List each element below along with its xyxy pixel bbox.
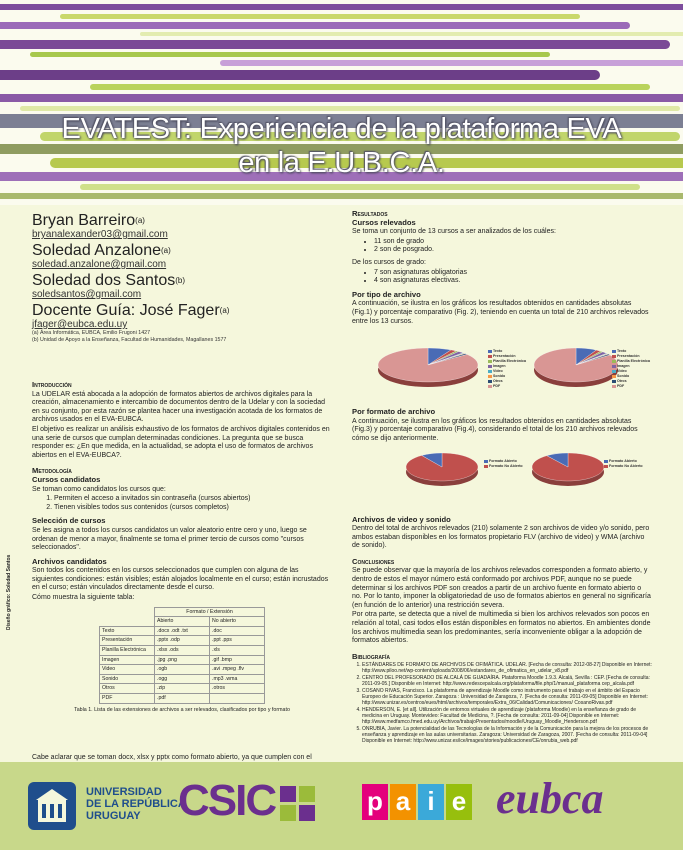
paragraph: Dentro del total de archivos relevados (210) solamente 2 son archivos de video y/o sonido, pero ambos estaban disponibles en los formatos propietario FLV (archivo de video) y WMA (archivo de sonido).: [352, 525, 650, 550]
author-email[interactable]: jfager@eubca.edu.uy: [32, 319, 128, 330]
affiliation: (b) Unidad de Apoyo a la Enseñanza, Facultad de Humanidades, Magallanes 1577: [32, 336, 227, 343]
section-heading: Metodología: [32, 466, 72, 476]
section-heading: Bibliografía: [352, 651, 390, 661]
table-row: Planilla Electrónica .xlsx .ods .xls: [100, 646, 265, 656]
bib-item: 4. HENDERSON, E. [et all]. Utilización de entornos virtuales de aprendizaje (plataforma Moodle) en la enseñanza de grado de medicina en Uruguay. Montevideo: Facultad de Medicina, ?. [Fecha de consulta: 2011-09-04] Disponible en Internet: http://www.medfamco.fmed.edu.uy/Archivos/trabajoPresentados/moodle/Uruguay_Moodle_Henderson.pdf: [362, 707, 652, 725]
title-line-2: en la E.U.B.C.A.: [238, 147, 445, 179]
paragraph: El objetivo es realizar un análisis exhaustivo de los formatos de archivos digitales contenidos en una serie de cursos que cumplan determinadas condiciones. La pregunta que se busca responder es: ¿En que medida, en la actualidad, se adopta el uso de formatos de archivos abiertos en el EVA-EUBCA?.: [32, 425, 330, 459]
table-row: Sonido .ogg .mp3 .wma: [100, 674, 265, 684]
subheading: Por tipo de archivo: [352, 289, 421, 299]
chart-legend: Texto Presentación Planilla Electrónica Imagen Video Sonido Otros PDF: [612, 349, 650, 389]
paragraph: Se toma un conjunto de 13 cursos a ser analizados de los cuáles:: [352, 228, 556, 236]
author-name: Bryan Barreiro$^{(a)}$: [32, 212, 145, 229]
pie-chart-fig4: [528, 448, 612, 492]
paragraph: Cómo muestra la siguiente tabla:: [32, 594, 135, 602]
paie-logo: p a i e: [362, 784, 472, 820]
design-credit: Diseño gráfico: Soledad Santos: [6, 554, 12, 630]
table-row: Texto .docx .odt .txt .doc: [100, 626, 265, 636]
pie-chart-fig1: [372, 345, 500, 393]
paragraph: A continuación, se ilustra en los gráficos los resultados obtenidos en cantidades absolutas (Fig.3) y porcentaje comparativo (Fig.4), considerando el total de los 210 archivos relevados cómo se dijo anteriormente.: [352, 417, 638, 442]
author-email[interactable]: soledad.anzalone@gmail.com: [32, 259, 167, 270]
paragraph: De los cursos de grado:: [352, 258, 426, 266]
paragraph: La UDELAR está abocada a la adopción de formatos abiertos de archivos digitales para la creación, almacenamiento e intercambio de documentos dentro de la Udelar y con la sociedad en su conjunto, por esta razón se plantea hacer una investigación acotada de los formatos de archivos usados en el EVA-EUBCA.: [32, 390, 326, 424]
table-caption: Tabla 1. Lista de las extensiones de archivos a ser relevados, clasificados por tipo y formato: [74, 706, 290, 713]
affiliation: (a) Área Informática, EUBCA, Emilio Frugoni 1427: [32, 330, 151, 336]
table-row: Imagen .jpg .png .gif .bmp: [100, 655, 265, 665]
csic-logo: CSIC: [178, 776, 276, 825]
author-name: Soledad dos Santos$^{(b)}$: [32, 272, 185, 289]
subheading: Selección de cursos: [32, 516, 106, 526]
pie-chart-fig3: [402, 448, 486, 492]
bib-item: 1. ESTÁNDARES DE FORMATO DE ARCHIVOS DE OFIMÁTICA. UDELAR. [Fecha de consulta: 2012-08-27] Disponible en Internet: http://www.piloo.net/wp-content/uploads/2008/06/estandares_de_ofimatica_en_udelar_v8.pdf: [362, 662, 652, 674]
poster-title: [0, 112, 683, 180]
paragraph: Se les asigna a todos los cursos candidatos un valor aleatorio entre cero y uno, luego se ordenan de menor a mayor, finalmente se toma el primer tercio de cursos como "cursos seleccionados".: [32, 526, 307, 552]
paragraph: Por otra parte, se detecta que a nivel de multimedia si bien los archivos relevados son pocos en relación al total, casi todos ellos están disponibles en formatos no abiertos. En ambientes donde los archivos multimedia sean los predominantes, sería inconveniente obligar a la adopción de formatos abiertos.: [352, 611, 651, 645]
udelar-logo: UNIVERSIDAD DE LA REPÚBLICA URUGUAY: [86, 786, 186, 822]
chart-legend: Texto Presentación Planilla Electrónica Imagen Video Sonido Otros PDF: [488, 349, 526, 389]
list-item: • 2 son de posgrado.: [374, 246, 652, 255]
bibliography-list: [362, 662, 652, 744]
intro-section: [32, 381, 332, 460]
table-row: Otros .zip .otros: [100, 684, 265, 694]
list-item: • 7 son asignaturas obligatorias: [374, 269, 652, 278]
formats-table: Formato / Extensión Abierto No abierto Texto .docx .odt .txt .doc Presentación .pptx .odp .ppt .pps Planilla Electrónica .xlsx .ods .xls Imagen .jpg .png .gif .bmp Video .ogb .avi .mpeg .flv Sonido .ogg .mp3 .wma Otros .zip .otros PDF .pdf: [99, 607, 265, 704]
bib-item: 2. CENTRO DEL PROFESORADO DE ALCALÁ DE GUADAÍRA. Plataforma Moodle 1.9.3. Alcalá, Sevilla : CEP. [Fecha de consulta: 2011-09-05.] Disponible en Internet: http://www.redescepalcala.org/plataforma/file.php/1/manual_plataforma cep_alcala.pdf: [362, 675, 652, 687]
section-heading: Conclusiones: [352, 556, 395, 566]
list-item: 1. Permiten el acceso a invitados sin contraseña (cursos abiertos): [54, 495, 332, 504]
subheading: Cursos relevados: [352, 217, 416, 227]
title-line-1: EVATEST: Experiencia de la plataforma EVA: [61, 113, 622, 145]
authors: [32, 213, 332, 343]
header-banner: [0, 0, 683, 205]
table-row: Presentación .pptx .odp .ppt .pps: [100, 636, 265, 646]
author-email[interactable]: soledsantos@gmail.com: [32, 289, 142, 300]
section-heading: Introducción: [32, 380, 72, 389]
udelar-seal-icon: [26, 780, 78, 832]
chart-legend: Formato Abierto Formato No Abierto: [604, 459, 644, 469]
left-column: [32, 210, 332, 772]
eubca-logo: eubca: [496, 774, 604, 823]
table-row: PDF .pdf: [100, 694, 265, 704]
list-item: • 4 son asignaturas electivas.: [374, 277, 652, 286]
author-name: Docente Guía: José Fager$^{(a)}$: [32, 302, 230, 319]
author-name: Soledad Anzalone$^{(a)}$: [32, 242, 171, 259]
list-item: • 11 son de grado: [374, 238, 652, 247]
bib-item: 3. COSANO RIVAS, Francisco. La plataforma de aprendizaje Moodle como instrumento para el trabajo en el ámbito del Espacio Europeo de Educación Superior. Zaragoza : Universidad de Zaragoza, 7. [Fecha de consulta: 2011-09-05] Disponible en Internet: http://www.unizar.es/centros/eues/html/archivos/temporales/Extra_06/Calidad/Comunicaciones/ CosanoRivas.pdf: [362, 688, 652, 706]
footer-logos: [0, 762, 683, 850]
paragraph: Se puede observar que la mayoría de los archivos relevados corresponden a formato abierto, y dentro de estos el mayor número está conformado por archivos PDF, aunque no se puede determinar si los archivos PDF son creados a partir de un archivo fuente en formato abierto o no. Por lo tanto, imponer la obligatoriedad de uso de formatos abiertos en general no significaría (en función de lo anterior) una restricción severa.: [352, 567, 651, 609]
chart-legend: Formato Abierto Formato No Abierto: [484, 459, 524, 469]
paragraph: Son todos los contenidos en los cursos seleccionados que cumplen con alguna de las siguientes condiciones: están visibles; están alojados localmente en el curso; están incrustados en el curso; están vinculados directamente desde el curso.: [32, 567, 329, 592]
list-item: 2. Tienen visibles todos sus contenidos (cursos completos): [54, 504, 332, 513]
subheading: Archivos de video y sonido: [352, 514, 451, 524]
paragraph: Se toman como candidatos los cursos que:: [32, 485, 166, 493]
paragraph: A continuación, se ilustra en los gráficos los resultados obtenidos en cantidades absolutas (Fig.1) y porcentaje comparativo (Fig. 2), teniendo en cuenta un total de 210 archivos relevados entre los 13 cursos.: [352, 300, 649, 325]
subheading: Cursos candidatos: [32, 474, 101, 484]
bib-item: 5. ONRUBIA, Javier. La potencialidad de las Tecnologías de la Información y de la Comunicación para la mejora de los procesos de enseñanza y aprendizaje en las aulas universitarias. Zaragoza: Universidad de Zaragoza, 2007. [Fecha de consulta: 2011-09-04] Disponible en Internet: http://www.unizar.es/ice/images/stories/publicaciones/CE/onrubia_web.pdf: [362, 726, 652, 744]
section-heading: Resultados: [352, 209, 388, 218]
table-row: Video .ogb .avi .mpeg .flv: [100, 665, 265, 675]
author-email[interactable]: bryanalexander03@gmail.com: [32, 229, 168, 240]
method-section: [32, 467, 332, 771]
paragraph: Cabe aclarar que se toman docx, xlsx y pptx como formato abierto, ya que cumplen con el: [32, 754, 312, 762]
subheading: Archivos candidatos: [32, 556, 107, 566]
subheading: Por formato de archivo: [352, 407, 436, 417]
csic-squares-icon: [280, 786, 316, 822]
